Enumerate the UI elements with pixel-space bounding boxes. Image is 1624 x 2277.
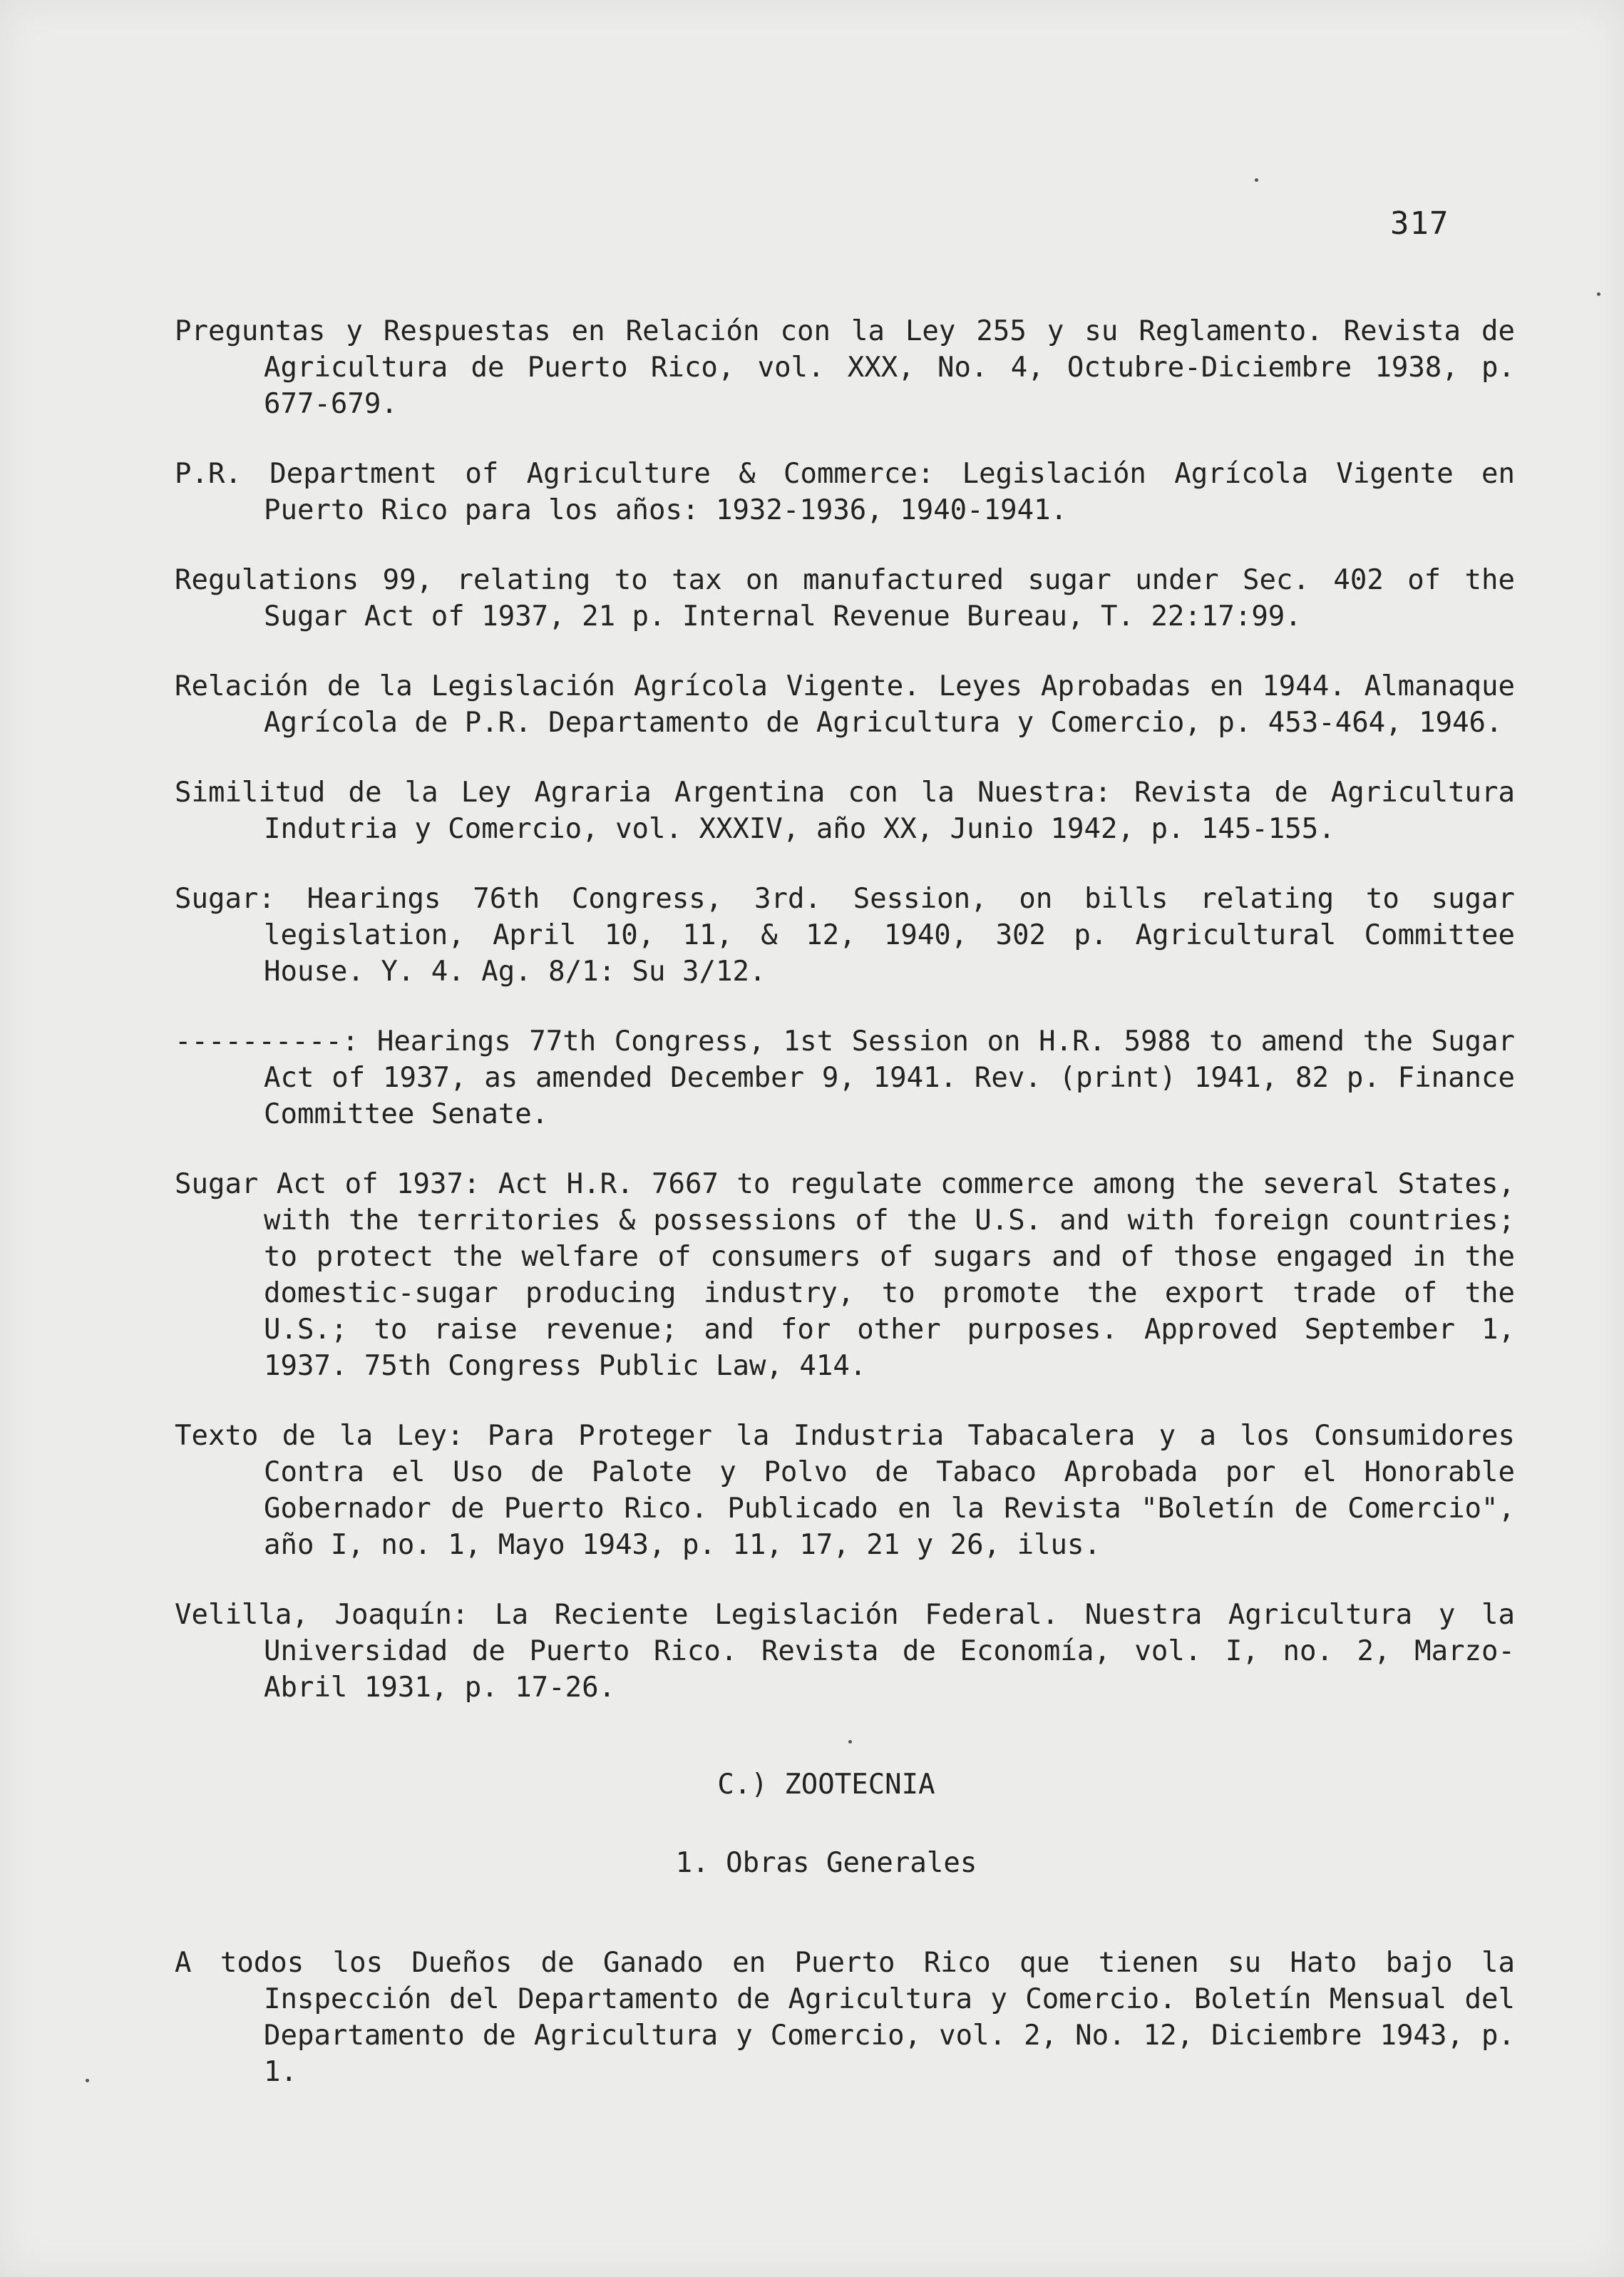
bibliography-entry: Regulations 99, relating to tax on manufactured sugar under Sec. 402 of the Sugar Act of 1937, 21 p. Internal Revenue Bureau, T. 22:17:99. [175, 564, 1515, 633]
paper-speck [1255, 178, 1258, 182]
bibliography-entry: Velilla, Joaquín: La Reciente Legislación Federal. Nuestra Agricultura y la Universidad de Puerto Rico. Revista de Economía, vol. I, no. 2, Marzo-Abril 1931, p. 17-26. [175, 1599, 1515, 1704]
bibliography-entry: Relación de la Legislación Agrícola Vigente. Leyes Aprobadas en 1944. Almanaque Agrícola de P.R. Departamento de Agricultura y Comercio, p. 453-464, 1946. [175, 670, 1515, 739]
paper-speck [1597, 292, 1600, 296]
subsection-heading: 1. Obras Generales [675, 1847, 977, 1879]
bibliography-entry: P.R. Department of Agriculture & Commerce: Legislación Agrícola Vigente en Puerto Rico para los años: 1932-1936, 1940-1941. [175, 458, 1515, 526]
bibliography-entry: ----------: Hearings 77th Congress, 1st Session on H.R. 5988 to amend the Sugar Act of 1937, as amended December 9, 1941. Rev. (print) 1941, 82 p. Finance Committee Senate. [175, 1025, 1515, 1130]
bibliography-entry: Similitud de la Ley Agraria Argentina con la Nuestra: Revista de Agricultura Indutria y Comercio, vol. XXXIV, año XX, Junio 1942, p. 145-155. [175, 777, 1515, 845]
bibliography-entry: Preguntas y Respuestas en Relación con la Ley 255 y su Reglamento. Revista de Agricultura de Puerto Rico, vol. XXX, No. 4, Octubre-Diciembre 1938, p. 677-679. [175, 315, 1515, 420]
page-number: 317 [1390, 205, 1449, 242]
bibliography-entry: Texto de la Ley: Para Proteger la Industria Tabacalera y a los Consumidores Contra el Uso de Palote y Polvo de Tabaco Aprobada por el Honorable Gobernador de Puerto Rico. Publicado en la Revista "Boletín de Comercio", año I, no. 1, Mayo 1943, p. 11, 17, 21 y 26, ilus. [175, 1420, 1515, 1561]
bibliography-list [175, 285, 1515, 1739]
bibliography-entry: Sugar: Hearings 76th Congress, 3rd. Session, on bills relating to sugar legislation, April 10, 11, & 12, 1940, 302 p. Agricultural Committee House. Y. 4. Ag. 8/1: Su 3/12. [175, 883, 1515, 988]
bibliography-entry: A todos los Dueños de Ganado en Puerto Rico que tienen su Hato bajo la Inspección del Departamento de Agricultura y Comercio. Boletín Mensual del Departamento de Agricultura y Comercio, vol. 2, No. 12, Diciembre 1943, p. 1. [175, 1947, 1515, 2088]
section-heading: C.) ZOOTECNIA [717, 1769, 935, 1801]
bibliography-list-continued [175, 1917, 1515, 2124]
bibliography-entry: Sugar Act of 1937: Act H.R. 7667 to regulate commerce among the several States, with the territories & possessions of the U.S. and with foreign countries; to protect the welfare of consumers of sugars and of those engaged in the domestic-sugar producing industry, to promote the export trade of the U.S.; to raise revenue; and for other purposes. Approved September 1, 1937. 75th Congress Public Law, 414. [175, 1168, 1515, 1382]
paper-speck [86, 2079, 89, 2082]
paper-speck [848, 1740, 852, 1744]
